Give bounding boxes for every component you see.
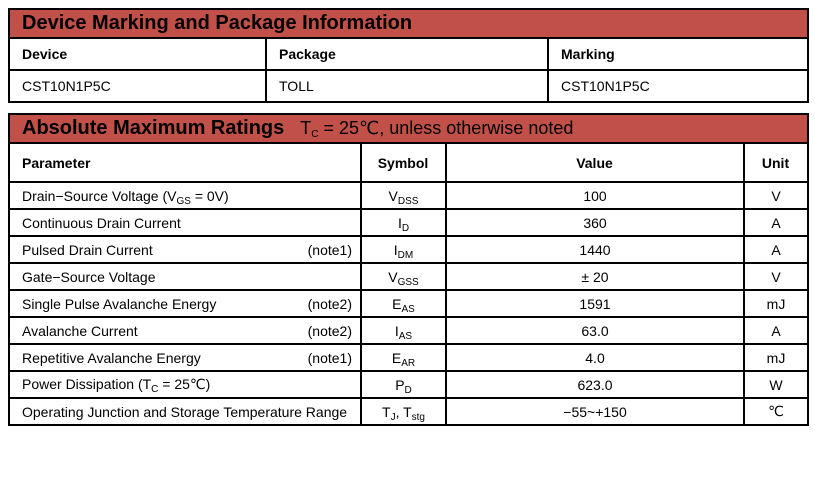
symbol-cell: $E_{AR}$ — [361, 344, 446, 371]
ratings-table-condition: TC = 25℃, unless otherwise noted — [300, 118, 574, 140]
symbol-cell: $V_{GSS}$ — [361, 263, 446, 290]
symbol-cell: $I_{AS}$ — [361, 317, 446, 344]
table-row — [9, 317, 808, 344]
symbol-cell: $V_{DSS}$ — [361, 182, 446, 209]
table-row — [9, 290, 808, 317]
unit-cell: A — [744, 236, 808, 263]
unit-cell: V — [744, 263, 808, 290]
device-marking-table — [8, 8, 809, 103]
device-table-title-band — [9, 9, 808, 38]
value-cell: 63.0 — [446, 317, 744, 344]
device-value: CST10N1P5C — [9, 70, 266, 102]
unit-cell: ℃ — [744, 398, 808, 425]
table-row — [9, 236, 808, 263]
column-header-package: Package — [266, 38, 548, 70]
symbol-cell: $T_J$, $T_{stg}$ — [361, 398, 446, 425]
parameter-label: Pulsed Drain Current — [22, 241, 153, 258]
unit-cell: mJ — [744, 290, 808, 317]
ratings-table-header-row — [9, 143, 808, 182]
value-cell: 100 — [446, 182, 744, 209]
ratings-table-title-row — [9, 114, 808, 143]
column-header-parameter: Parameter — [9, 143, 361, 182]
unit-cell: mJ — [744, 344, 808, 371]
unit-cell: A — [744, 209, 808, 236]
ratings-table-title: Absolute Maximum Ratings — [22, 117, 285, 139]
symbol-cell: $P_D$ — [361, 371, 446, 398]
parameter-label: Repetitive Avalanche Energy — [22, 349, 201, 366]
table-row — [9, 263, 808, 290]
table-row — [9, 209, 808, 236]
parameter-label: Avalanche Current — [22, 322, 138, 339]
column-header-unit: Unit — [744, 143, 808, 182]
parameter-note: (note1) — [307, 241, 352, 258]
table-gap — [8, 103, 807, 113]
parameter-label: Gate−Source Voltage — [22, 268, 156, 285]
parameter-label: Operating Junction and Storage Temperature Range — [22, 403, 348, 420]
parameter-note: (note2) — [307, 322, 352, 339]
column-header-symbol: Symbol — [361, 143, 446, 182]
symbol-cell: $E_{AS}$ — [361, 290, 446, 317]
absolute-maximum-ratings-table — [8, 113, 809, 426]
device-table-title: Device Marking and Package Information — [22, 12, 413, 34]
marking-value: CST10N1P5C — [548, 70, 808, 102]
parameter-label: Single Pulse Avalanche Energy — [22, 295, 217, 312]
value-cell: ± 20 — [446, 263, 744, 290]
value-cell: 1591 — [446, 290, 744, 317]
device-table-title-row — [9, 9, 808, 38]
parameter-label: Power Dissipation ($T_C$ = 25℃) — [22, 376, 211, 395]
table-row — [9, 70, 808, 102]
table-row — [9, 182, 808, 209]
column-header-value: Value — [446, 143, 744, 182]
unit-cell: W — [744, 371, 808, 398]
value-cell: −55~+150 — [446, 398, 744, 425]
value-cell: 623.0 — [446, 371, 744, 398]
unit-cell: A — [744, 317, 808, 344]
value-cell: 4.0 — [446, 344, 744, 371]
value-cell: 360 — [446, 209, 744, 236]
parameter-label: Drain−Source Voltage $(V_{GS} = 0V)$ — [22, 187, 229, 207]
value-cell: 1440 — [446, 236, 744, 263]
table-row — [9, 398, 808, 425]
package-value: TOLL — [266, 70, 548, 102]
parameter-note: (note2) — [307, 295, 352, 312]
table-row — [9, 371, 808, 398]
column-header-device: Device — [9, 38, 266, 70]
unit-cell: V — [744, 182, 808, 209]
column-header-marking: Marking — [548, 38, 808, 70]
table-row — [9, 344, 808, 371]
parameter-note: (note1) — [307, 349, 352, 366]
ratings-table-title-band — [9, 114, 808, 143]
device-table-header-row — [9, 38, 808, 70]
symbol-cell: $I_D$ — [361, 209, 446, 236]
symbol-cell: $I_{DM}$ — [361, 236, 446, 263]
parameter-label: Continuous Drain Current — [22, 214, 181, 231]
